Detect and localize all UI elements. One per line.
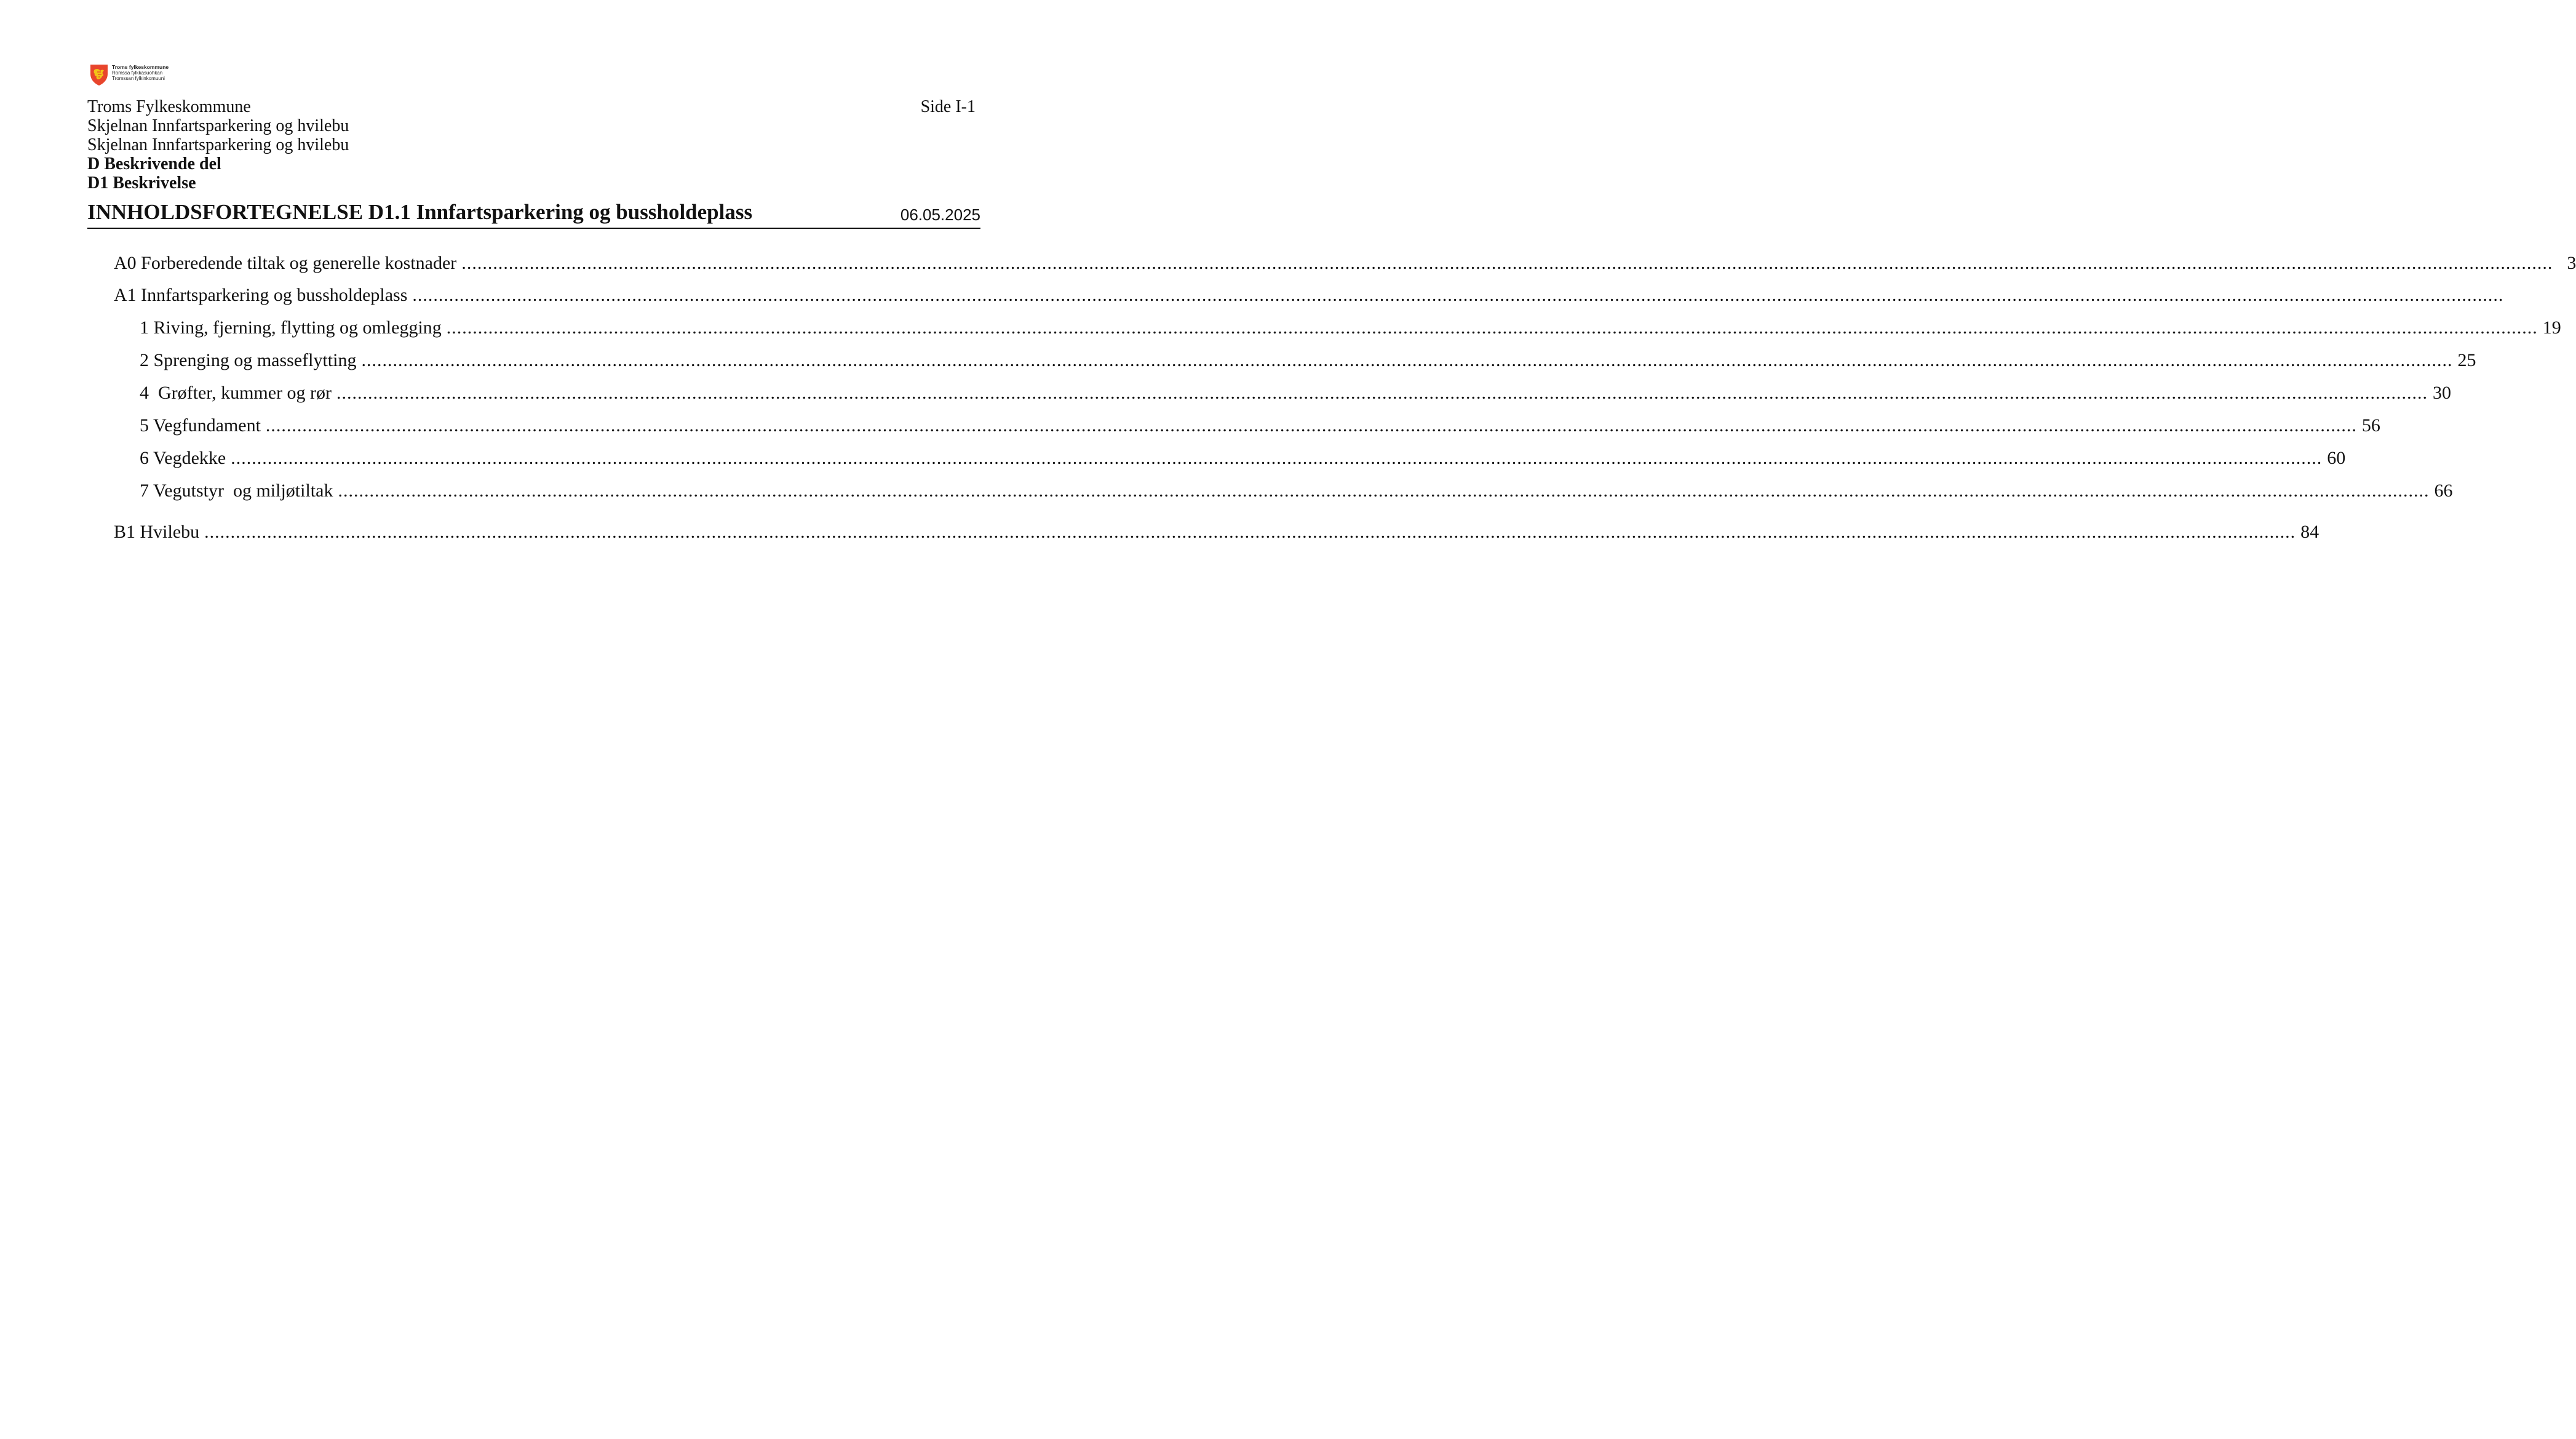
logo-name-sami: Romssa fylkkasuohkan [112,70,163,76]
toc-entry[interactable] [140,447,2346,470]
toc-entry-page: 3 [2567,253,2576,273]
header-organization: Troms Fylkeskommune [87,97,251,116]
toc-entry-label: B1 Hvilebu [114,522,200,542]
toc-entry[interactable] [140,479,2453,503]
toc-dot-leader: ................................................................................................................................................................................................................................................................................................................................................................................................................ [412,285,2504,305]
page-number: Side I-1 [920,97,976,116]
shield-icon [90,64,108,86]
toc-entry-label: A0 Forberedende tiltak og generelle kostnader [114,253,457,273]
toc-dot-leader: ................................................................................................................................................................................................................................................................................................................................................................................................................ [361,350,2453,370]
logo-name-norwegian: Troms fylkeskommune [112,64,169,70]
toc-entry[interactable] [114,520,2320,544]
toc-entry-page: 66 [2434,480,2453,501]
document-date: 06.05.2025 [900,205,980,224]
page-title: INNHOLDSFORTEGNELSE D1.1 Innfartsparkering og bussholdeplass [87,200,753,224]
header-part: D Beskrivende del [87,154,221,173]
logo-name-kven: Tromssan fylkinkomuuni [112,76,165,81]
toc-entry-page: 19 [2542,317,2561,338]
toc-entry-label: 1 Riving, fjerning, flytting og omlegging [140,317,442,338]
toc-entry[interactable] [140,381,2452,405]
toc-entry-label: A1 Innfartsparkering og bussholdeplass [114,285,408,305]
title-row [87,199,980,229]
toc-entry-label: 2 Sprenging og masseflytting [140,350,357,370]
toc-dot-leader: ................................................................................................................................................................................................................................................................................................................................................................................................................ [265,415,2357,436]
toc-entry-label: 6 Vegdekke [140,448,226,468]
header-section: D1 Beskrivelse [87,173,196,193]
logo-text [112,64,169,81]
toc-dot-leader: ................................................................................................................................................................................................................................................................................................................................................................................................................ [231,448,2323,468]
toc-entry-page: 56 [2361,415,2380,436]
organization-logo [90,64,169,86]
toc-entry-label: 4 Grøfter, kummer og rør [140,383,332,403]
toc-dot-leader: ................................................................................................................................................................................................................................................................................................................................................................................................................ [336,383,2428,403]
header-project-line-2: Skjelnan Innfartsparkering og hvilebu [87,135,349,154]
toc-entry-page: 60 [2327,448,2346,468]
toc-entry-label: 7 Vegutstyr og miljøtiltak [140,480,333,501]
toc-dot-leader: ................................................................................................................................................................................................................................................................................................................................................................................................................ [204,522,2296,542]
toc-entry[interactable] [140,349,2476,372]
toc-entry-page: 25 [2457,350,2476,370]
toc-entry-page: 30 [2433,383,2452,403]
toc-entry[interactable] [140,414,2380,437]
toc-entry-label: 5 Vegfundament [140,415,261,436]
toc-dot-leader: ................................................................................................................................................................................................................................................................................................................................................................................................................ [461,253,2553,273]
header-project-line-1: Skjelnan Innfartsparkering og hvilebu [87,116,349,135]
toc-entry[interactable] [140,316,2561,340]
toc-entry[interactable] [114,252,2576,275]
toc-entry[interactable] [114,284,2504,307]
toc-dot-leader: ................................................................................................................................................................................................................................................................................................................................................................................................................ [338,480,2430,501]
toc-entry-page: 84 [2300,522,2320,542]
toc-dot-leader: ................................................................................................................................................................................................................................................................................................................................................................................................................ [446,317,2538,338]
